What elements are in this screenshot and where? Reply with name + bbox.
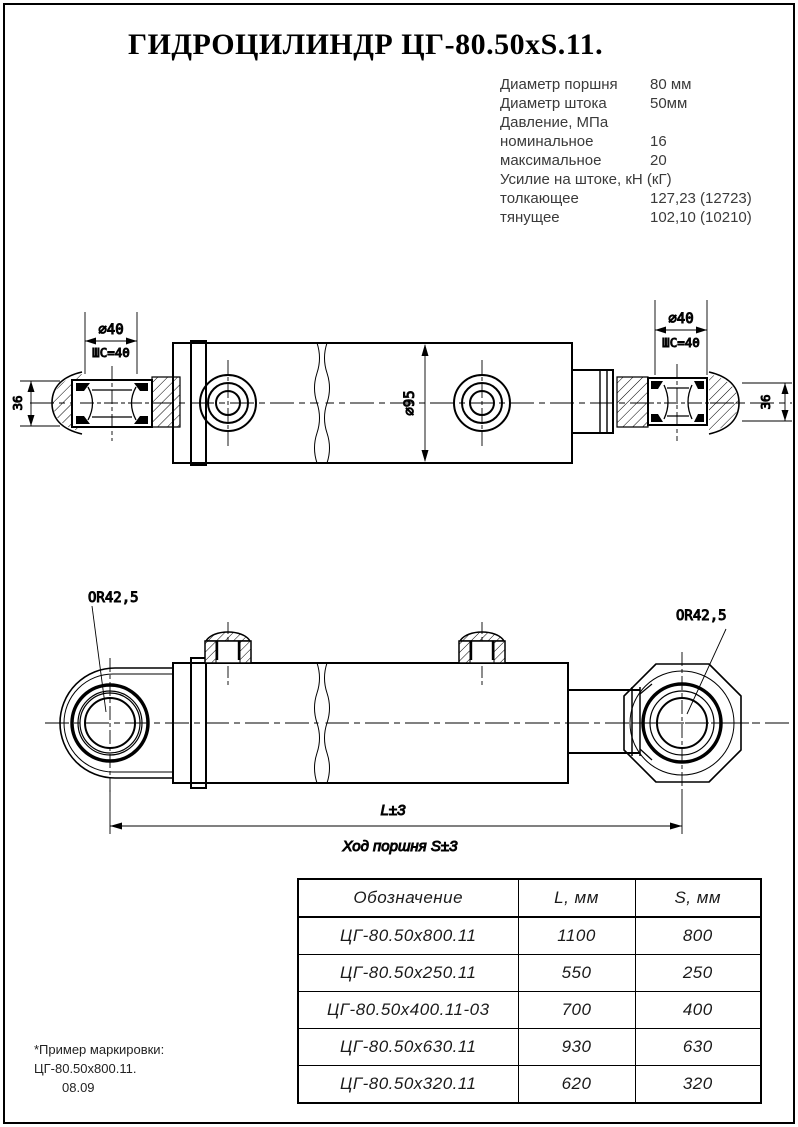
table-row xyxy=(298,1066,761,1104)
cell-designation: ЦГ-80.50x400.11-03 xyxy=(298,992,518,1029)
spec-label: тянущее xyxy=(500,209,560,226)
dia95-label: ⌀95 xyxy=(402,390,418,416)
length-dim-label: L±3 xyxy=(380,802,406,819)
spec-value: 16 xyxy=(650,133,667,150)
eye-bore-dim-left xyxy=(85,312,137,374)
spec-label: Давление, МПа xyxy=(500,114,609,131)
cell-designation: ЦГ-80.50x800.11 xyxy=(298,917,518,955)
spec-label: Диаметр штока xyxy=(500,95,607,112)
cell-designation: ЦГ-80.50x630.11 xyxy=(298,1029,518,1066)
sphere-radius-label-right: OR42,5 xyxy=(676,608,727,624)
cell-length: 700 xyxy=(518,992,635,1029)
oil-port-left xyxy=(200,360,256,447)
length-stroke-dim xyxy=(110,790,682,855)
spec-value: 127,23 (12723) xyxy=(650,190,752,207)
col-header-length: L, мм xyxy=(518,879,635,917)
cell-length: 1100 xyxy=(518,917,635,955)
cell-designation: ЦГ-80.50x250.11 xyxy=(298,955,518,992)
spec-label: номинальное xyxy=(500,133,594,150)
table-header-row xyxy=(298,879,761,917)
spec-value: 80 мм xyxy=(650,76,692,93)
side-view xyxy=(0,560,798,870)
dim36-label-left: 36 xyxy=(10,395,25,411)
cell-length: 620 xyxy=(518,1066,635,1104)
footnote-line2: ЦГ-80.50x800.11. xyxy=(34,1061,137,1076)
sphere-radius-label-left: OR42,5 xyxy=(88,590,139,606)
shc40-label-left: ШС=40 xyxy=(92,345,130,360)
break-lines xyxy=(315,343,330,463)
table-row xyxy=(298,917,761,955)
spec-label: Усилие на штоке, кН (кГ) xyxy=(500,171,672,188)
port-plug-left xyxy=(205,622,251,688)
cell-stroke: 400 xyxy=(635,992,761,1029)
cell-designation: ЦГ-80.50x320.11 xyxy=(298,1066,518,1104)
spec-value: 20 xyxy=(650,152,667,169)
port-plug-right xyxy=(459,622,505,688)
dim36-label-right: 36 xyxy=(758,394,773,410)
break-lines xyxy=(315,663,330,783)
cell-length: 930 xyxy=(518,1029,635,1066)
col-header-designation: Обозначение xyxy=(298,879,518,917)
dia40-label-right: ⌀40 xyxy=(668,311,694,327)
stroke-dim-label: Ход поршня S±3 xyxy=(342,838,458,855)
rod-gland-section xyxy=(572,370,613,433)
rod-eye-left xyxy=(60,590,173,792)
dimensions-table xyxy=(297,878,762,1104)
spec-value: 50мм xyxy=(650,95,688,112)
table-row xyxy=(298,992,761,1029)
footnote xyxy=(34,1040,164,1097)
dia40-label-left: ⌀40 xyxy=(98,322,124,338)
cell-length: 550 xyxy=(518,955,635,992)
spec-label: толкающее xyxy=(500,190,579,207)
table-row xyxy=(298,1029,761,1066)
footnote-line1: *Пример маркировки: xyxy=(34,1042,165,1057)
rod-eye-left-section xyxy=(52,366,180,441)
top-section-view xyxy=(0,0,798,560)
shc40-label-right: ШС=40 xyxy=(662,335,700,350)
spec-value: 102,10 (10210) xyxy=(650,209,752,226)
table-row xyxy=(298,955,761,992)
cell-stroke: 250 xyxy=(635,955,761,992)
spec-label: Диаметр поршня xyxy=(500,76,618,93)
eye-bore-dim-right xyxy=(655,300,707,375)
bearing-width-dim-right xyxy=(742,383,792,421)
cell-stroke: 800 xyxy=(635,917,761,955)
cell-stroke: 320 xyxy=(635,1066,761,1104)
oil-port-right xyxy=(454,360,510,447)
footnote-line3: 08.09 xyxy=(62,1080,95,1095)
rod-eye-right-section xyxy=(617,364,745,441)
piston-rod xyxy=(568,684,652,760)
rod-eye-right xyxy=(615,608,755,792)
cell-stroke: 630 xyxy=(635,1029,761,1066)
spec-label: максимальное xyxy=(500,152,602,169)
page-title: ГИДРОЦИЛИНДР ЦГ-80.50xS.11. xyxy=(128,28,604,61)
col-header-stroke: S, мм xyxy=(635,879,761,917)
